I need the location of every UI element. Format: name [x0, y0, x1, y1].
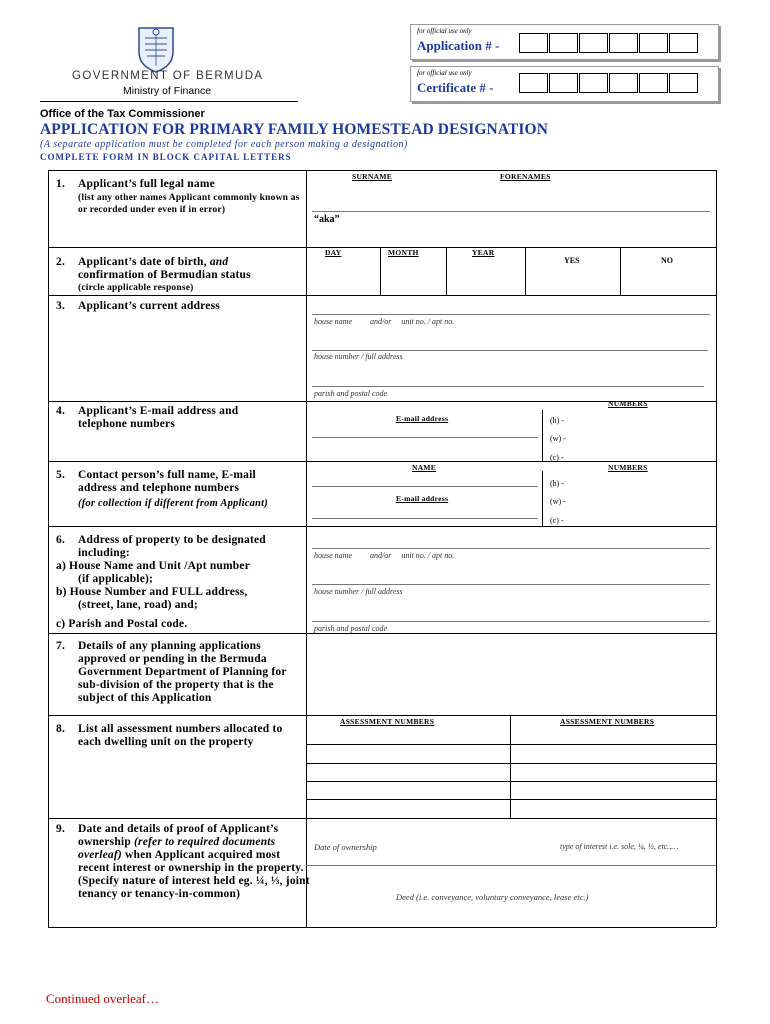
q8-label: 8. List all assessment numbers allocated to each dwelling unit on the property	[56, 723, 306, 763]
q9-type-hint: type of interest i.e. sole, ¼, ½, etc.,…	[560, 842, 679, 851]
q6-parish-field[interactable]	[312, 621, 710, 622]
q6-item-b: b) House Number and FULL address,	[56, 586, 248, 598]
q4-title: Applicant’s E-mail address and telephone numbers	[78, 405, 239, 430]
q6-house-name-field[interactable]	[312, 548, 710, 549]
q7-label: 7. Details of any planning applications approved or pending in the Bermuda Government Department of Planning for sub-division of the property that is the subject of this Application	[56, 640, 306, 712]
q2-note: (circle applicable response)	[78, 283, 194, 293]
government-name: GOVERNMENT OF BERMUDA	[72, 70, 264, 82]
q8-col2-header: ASSESSMENT NUMBERS	[560, 717, 655, 726]
crest-logo	[133, 22, 179, 74]
q4-email-field[interactable]	[312, 437, 538, 438]
application-number-label: Application # -	[417, 38, 500, 53]
q9-title-a: Date and details of proof of Applicant’s ownership	[78, 823, 279, 848]
header-rule	[40, 101, 298, 102]
q2-title-a: Applicant’s date of birth,	[78, 256, 207, 268]
q6-item-a: a) House Name and Unit /Apt number	[56, 560, 251, 572]
q6-item-b2: (street, lane, road) and;	[78, 599, 198, 611]
q1-aka: “aka”	[314, 214, 340, 225]
q3-house-number-hint: house number / full address	[314, 352, 403, 361]
q9-title-ref: (refer to required documents overleaf)	[78, 836, 276, 861]
q5-name-header: NAME	[412, 463, 437, 472]
q3-parish-hint: parish and postal code	[314, 389, 388, 398]
q2-year-header: YEAR	[472, 248, 495, 257]
q6-title: Address of property to be designated including:	[78, 534, 266, 559]
q5-numbers-header: NUMBERS	[608, 463, 648, 472]
q5-label: 5. Contact person’s full name, E-mail address and telephone numbers (for collection if different from Applicant)	[56, 469, 306, 514]
q1-forenames-header: FORENAMES	[500, 172, 551, 181]
q1-name-field[interactable]	[312, 211, 710, 212]
certificate-number-box	[410, 66, 719, 102]
q9-answer-area[interactable]	[308, 866, 714, 926]
q5-home-phone[interactable]: (h) -	[550, 479, 564, 488]
q7-title: Details of any planning applications approved or pending in the Bermuda Government Department of Planning for sub-division of the property that is the subject of this Application	[78, 640, 287, 704]
q8-title: List all assessment numbers allocated to each dwelling unit on the property	[78, 723, 283, 748]
q6-house-number-field[interactable]	[312, 584, 710, 585]
q2-no-option[interactable]: NO	[661, 256, 673, 265]
q8-row[interactable]	[512, 745, 714, 762]
official-use-label: for official use only	[417, 69, 472, 77]
q4-numbers-header: NUMBERS	[608, 399, 648, 408]
q9-title-b: when Applicant acquired most recent interest or ownership in the property. (Specify nature of interest held eg. ¼, ⅓, joint tenancy or tenancy-in-common)	[78, 849, 310, 900]
q5-note: (for collection if different from Applicant)	[78, 498, 268, 509]
q6-item-a2: (if applicable);	[78, 573, 154, 585]
q2-title-and: and	[209, 256, 229, 268]
form-subtitle: (A separate application must be completed for each person making a designation)	[40, 139, 408, 150]
application-number-box	[410, 24, 719, 60]
q5-work-phone[interactable]: (w) -	[550, 497, 566, 506]
q2-label: 2. Applicant’s date of birth, and confirmation of Bermudian status (circle applicable response)	[56, 256, 306, 294]
q6-item-c: c) Parish and Postal code.	[56, 618, 188, 630]
q1-title: Applicant’s full legal name	[78, 178, 215, 190]
q9-label: 9. Date and details of proof of Applicant’s ownership (refer to required documents overleaf) when Applicant acquired most recent interest or ownership in the property. (Specify nature of interest held eg. ¼, ⅓, joint tenancy or tenancy-in-common)	[56, 823, 310, 900]
q5-cell-phone[interactable]: (c) -	[550, 516, 564, 525]
q6-parish-hint: parish and postal code	[314, 624, 388, 633]
q8-col1-header: ASSESSMENT NUMBERS	[340, 717, 435, 726]
q3-house-name-hint: house name and/or unit no. / apt no.	[314, 317, 455, 326]
q1-note: (list any other names Applicant commonly known as or recorded under even if in error)	[78, 193, 300, 215]
q2-title-b: confirmation of Bermudian status	[78, 269, 251, 281]
q3-house-name-field[interactable]	[312, 314, 710, 315]
q4-work-phone[interactable]: (w) -	[550, 434, 566, 443]
official-use-label: for official use only	[417, 27, 472, 35]
certificate-number-cells[interactable]	[519, 73, 699, 93]
q3-house-number-field[interactable]	[312, 350, 708, 351]
application-number-cells[interactable]	[519, 33, 699, 53]
q5-title: Contact person’s full name, E-mail address and telephone numbers	[78, 469, 256, 494]
q9-date-hint: Date of ownership	[314, 842, 377, 852]
q2-yes-option[interactable]: YES	[564, 256, 580, 265]
q1-label: 1. Applicant’s full legal name (list any other names Applicant commonly known as or recorded under even if in error)	[56, 178, 306, 238]
q4-label: 4. Applicant’s E-mail address and telephone numbers	[56, 405, 306, 435]
continued-overleaf: Continued overleaf…	[46, 991, 159, 1006]
office-name: Office of the Tax Commissioner	[40, 108, 205, 120]
q5-name-field[interactable]	[312, 486, 538, 487]
form-instruction: COMPLETE FORM IN BLOCK CAPITAL LETTERS	[40, 152, 292, 162]
q6-house-number-hint: house number / full address	[314, 587, 403, 596]
q8-row[interactable]	[308, 745, 508, 762]
q2-day-header: DAY	[325, 248, 342, 257]
q3-label: 3. Applicant’s current address	[56, 300, 306, 314]
q5-email-field[interactable]	[312, 518, 538, 519]
q4-cell-phone[interactable]: (c) -	[550, 453, 564, 462]
q2-month-header: MONTH	[388, 248, 419, 257]
q4-home-phone[interactable]: (h) -	[550, 416, 564, 425]
ministry-name: Ministry of Finance	[123, 85, 212, 97]
form-title: APPLICATION FOR PRIMARY FAMILY HOMESTEAD DESIGNATION	[40, 121, 549, 138]
q1-surname-header: SURNAME	[352, 172, 393, 181]
q3-title: Applicant’s current address	[78, 300, 220, 312]
q4-email-header: E-mail address	[396, 414, 449, 423]
certificate-number-label: Certificate # -	[417, 80, 494, 95]
q9-deed-hint: Deed (i.e. conveyance, voluntary conveyance, lease etc.)	[396, 892, 589, 902]
q3-parish-field[interactable]	[312, 386, 704, 387]
q7-answer-area[interactable]	[308, 636, 714, 713]
q6-label: 6. Address of property to be designated including: a) House Name and Unit /Apt number (if applicable); b) House Number and FULL address, (street, lane, road) and; c) Parish and Postal code.	[56, 534, 306, 629]
q6-house-name-hint: house name and/or unit no. / apt no.	[314, 551, 455, 560]
q5-email-header: E-mail address	[396, 494, 449, 503]
